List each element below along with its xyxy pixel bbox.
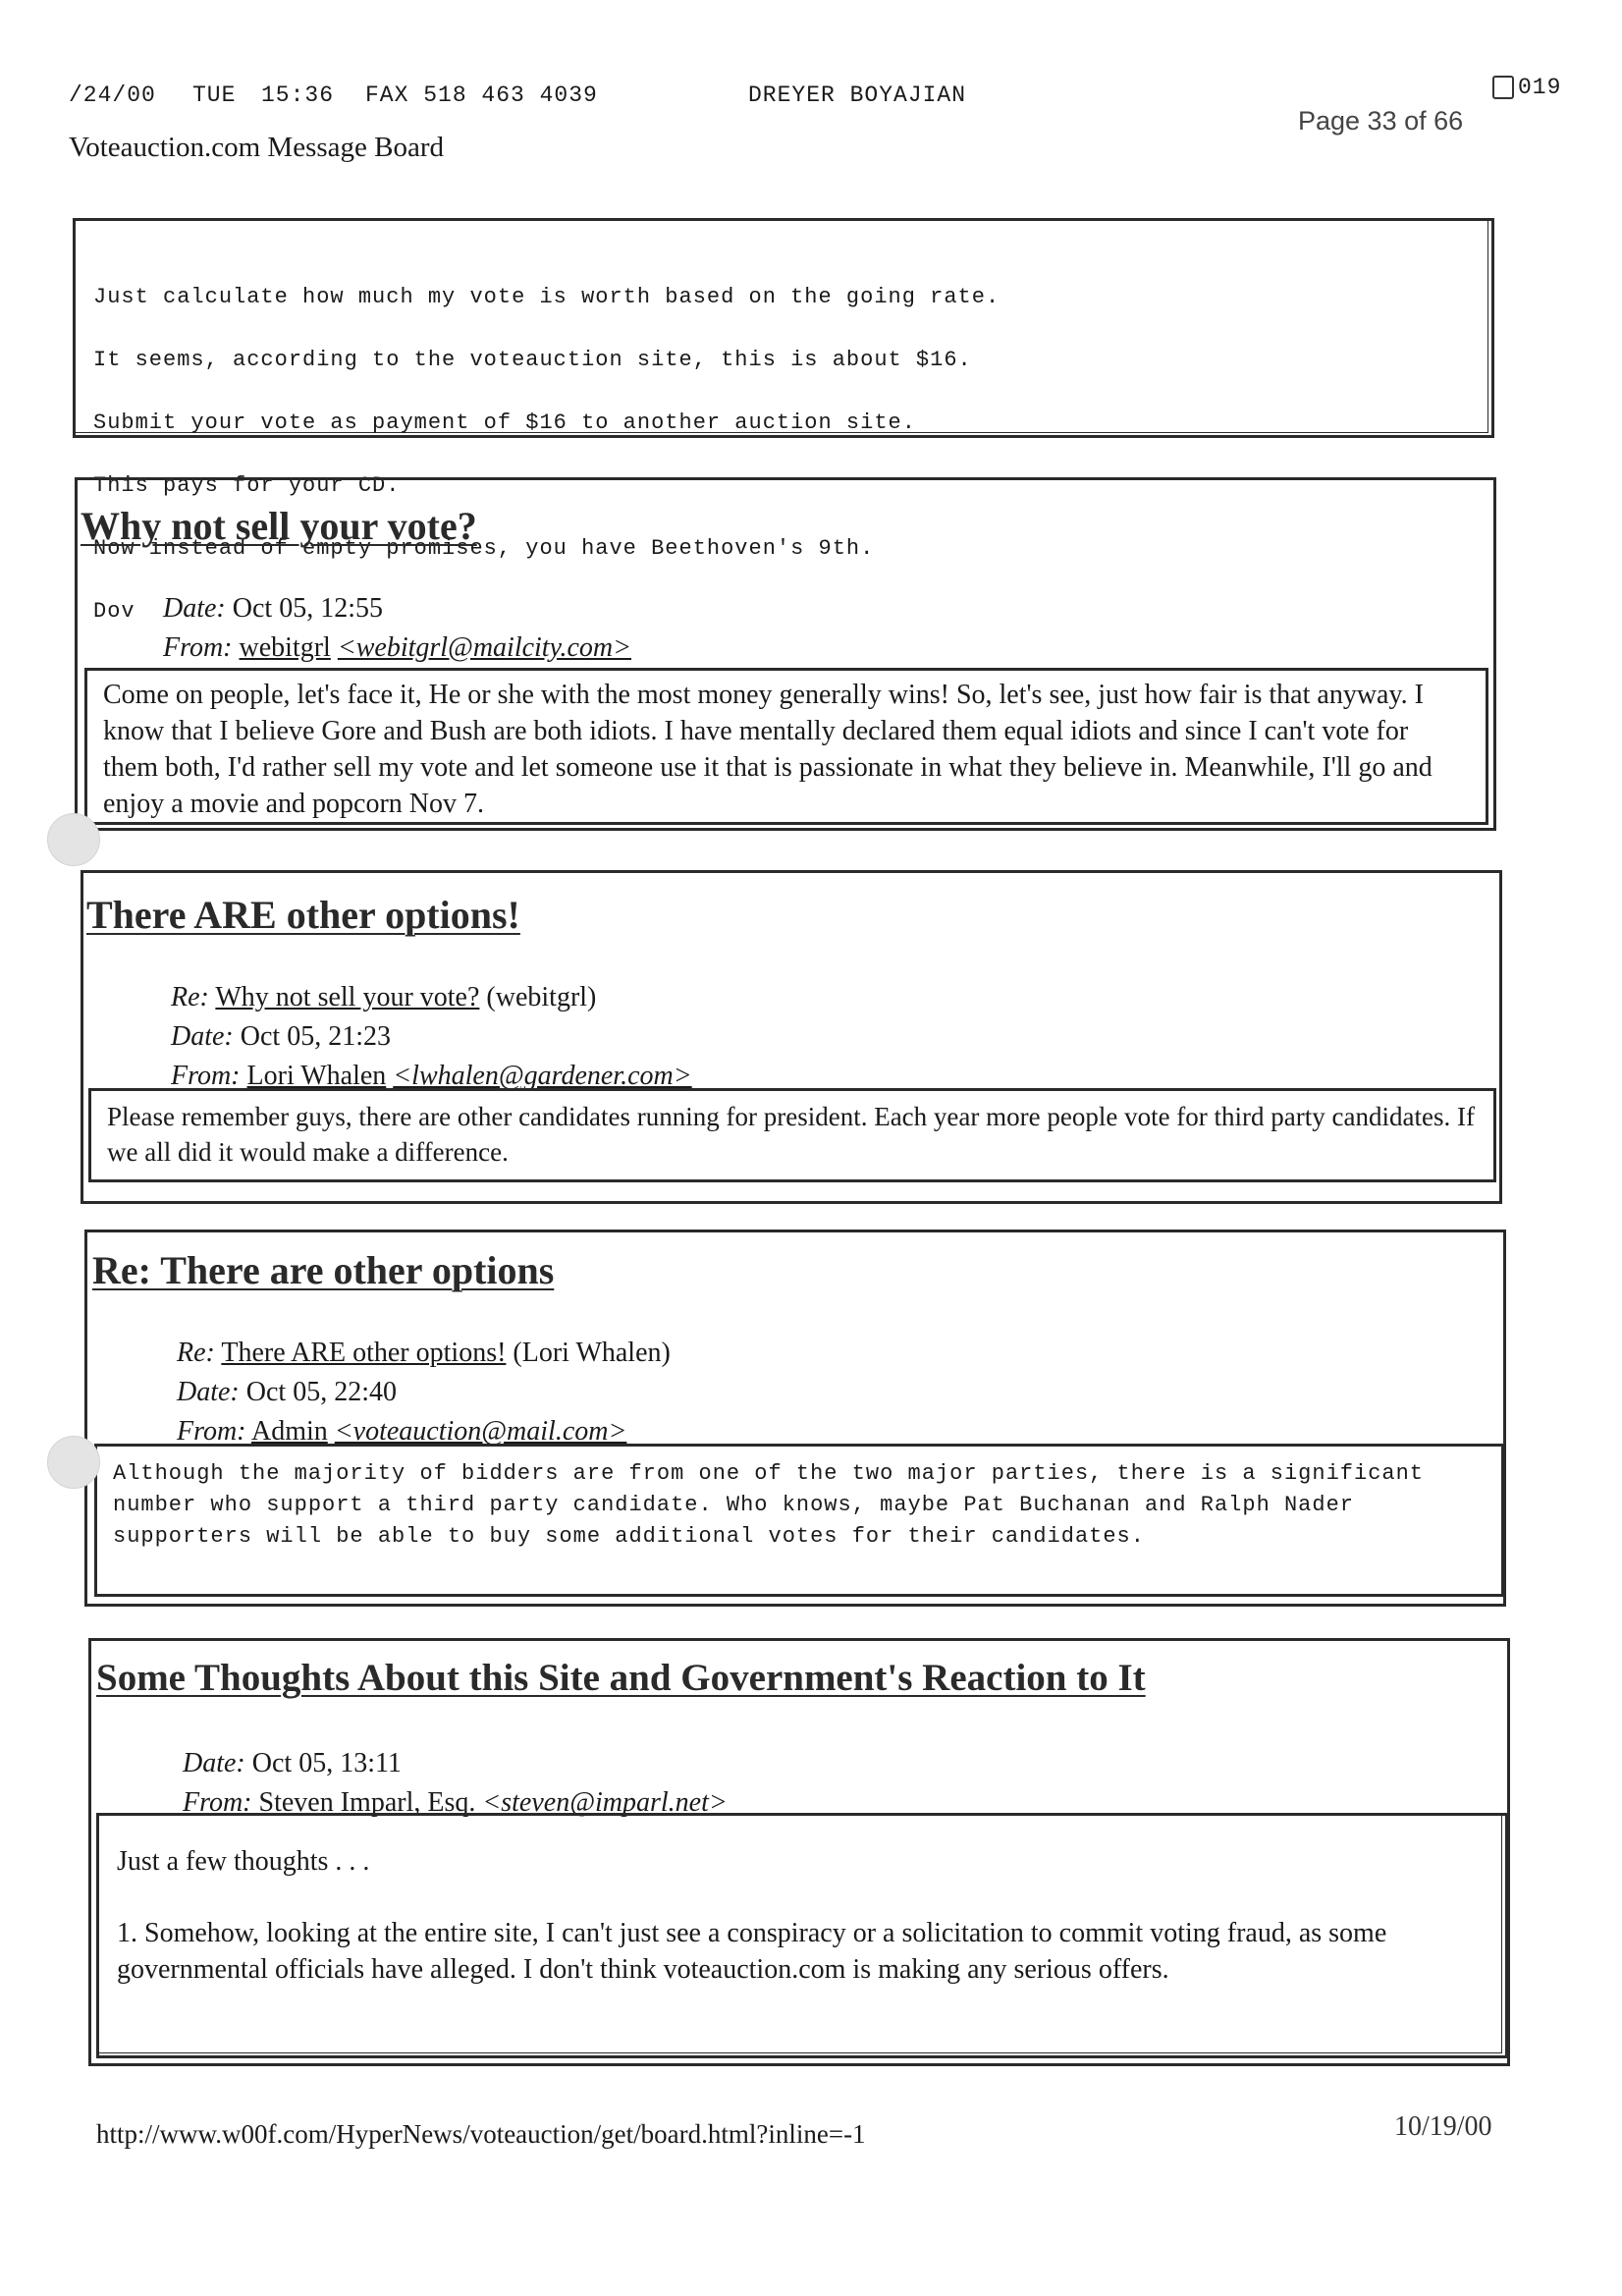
- continued-line: Just calculate how much my vote is worth based on the going rate.: [93, 285, 1000, 309]
- post-body-intro: Just a few thoughts . . .: [117, 1846, 370, 1877]
- post-body: [99, 1816, 1505, 1988]
- post-body-box: [88, 1088, 1496, 1182]
- punch-hole: [47, 1436, 100, 1489]
- post-body: Please remember guys, there are other candidates running for president. Each year more people vote for third party candidates. If we all did it would make a difference.: [107, 1102, 1475, 1167]
- post-date: Oct 05, 21:23: [240, 1021, 391, 1052]
- post-body: Come on people, let's face it, He or she with the most money generally wins! So, let's see, just how fair is that anyway. I know that I believe Gore and Bush are both idiots. I have mentally declared them equal idiots and since I can't vote for them both, I'd rather sell my vote and let someone use it that is passionate in what they believe in. Meanwhile, I'll go and enjoy a movie and popcorn Nov 7.: [103, 680, 1433, 819]
- post-from-row: From: Lori Whalen <lwhalen@gardener.com>: [171, 1061, 692, 1091]
- post-email-link[interactable]: <lwhalen@gardener.com>: [393, 1061, 692, 1091]
- continued-line: Now instead of empty promises, you have Beethoven's 9th.: [93, 536, 875, 561]
- post-from-row: From: webitgrl <webitgrl@mailcity.com>: [163, 632, 632, 663]
- board-title: Voteauction.com Message Board: [69, 132, 445, 163]
- fax-page-icon: [1492, 76, 1514, 99]
- post-body-box: [96, 1813, 1508, 2058]
- fax-page-code-text: 019: [1518, 75, 1562, 100]
- fax-time: 15:36: [261, 82, 335, 108]
- fax-day: TUE: [192, 82, 237, 108]
- page-number: Page 33 of 66: [1298, 106, 1464, 136]
- fax-page-code: [1492, 75, 1561, 100]
- footer-url: http://www.w00f.com/HyperNews/voteauction/get/board.html?inline=-1: [96, 2119, 866, 2149]
- post-meta: [177, 1334, 671, 1451]
- post-date-row: Date: Oct 05, 22:40: [177, 1377, 397, 1407]
- post-title[interactable]: There ARE other options!: [86, 893, 520, 937]
- fax-sender: DREYER BOYAJIAN: [748, 82, 967, 108]
- post-re-row: Re: Why not sell your vote? (webitgrl): [171, 982, 597, 1012]
- post-author-link[interactable]: Admin: [250, 1416, 328, 1447]
- post-title[interactable]: Some Thoughts About this Site and Government's Reaction to It: [96, 1657, 1146, 1699]
- post-meta: [171, 978, 692, 1096]
- post-body-box: [84, 668, 1488, 825]
- footer-date: 10/19/00: [1394, 2111, 1492, 2142]
- post-date: Oct 05, 13:11: [251, 1748, 402, 1778]
- post-email-link[interactable]: <webitgrl@mailcity.com>: [337, 632, 632, 663]
- post-author-link[interactable]: webitgrl: [239, 632, 331, 663]
- post-re-row: Re: There ARE other options! (Lori Whalen): [177, 1338, 671, 1368]
- continued-signature: Dov: [93, 599, 135, 624]
- post-date: Oct 05, 22:40: [245, 1377, 397, 1407]
- post-title[interactable]: Re: There are other options: [92, 1248, 555, 1292]
- post-body: Although the majority of bidders are from one of the two major parties, there is a significant number who support a third party candidate. Who knows, maybe Pat Buchanan and Ralph Nader supporters will be able to buy some additional votes for their candidates.: [113, 1461, 1425, 1549]
- post-email-link[interactable]: <steven@imparl.net>: [482, 1787, 728, 1818]
- post-meta: [183, 1744, 728, 1823]
- post-date: Oct 05, 12:55: [232, 593, 383, 624]
- post-re-link[interactable]: There ARE other options!: [221, 1338, 507, 1368]
- continued-line: Submit your vote as payment of $16 to another auction site.: [93, 410, 916, 435]
- post-re-author: (Lori Whalen): [513, 1338, 671, 1368]
- post-date-row: Date: Oct 05, 21:23: [171, 1021, 391, 1052]
- post-re-link[interactable]: Why not sell your vote?: [215, 982, 480, 1012]
- post-author-link[interactable]: Steven Imparl, Esq.: [258, 1787, 476, 1818]
- post-date-row: Date: Oct 05, 12:55: [163, 593, 383, 624]
- post-from-row: From: Steven Imparl, Esq. <steven@imparl.net>: [183, 1787, 728, 1818]
- post-from-row: From: Admin <voteauction@mail.com>: [177, 1416, 627, 1447]
- post-author-link[interactable]: Lori Whalen: [246, 1061, 387, 1091]
- post-meta: [163, 589, 631, 668]
- fax-date: /24/00: [69, 82, 156, 108]
- post-body-box: [94, 1444, 1504, 1597]
- continued-line: It seems, according to the voteauction site, this is about $16.: [93, 348, 972, 372]
- post-body-point: 1. Somehow, looking at the entire site, I can't just see a conspiracy or a solicitation to commit voting fraud, as some governmental officials have alleged. I don't think voteauction.com is making any serious offers.: [117, 1918, 1387, 1985]
- punch-hole: [47, 813, 100, 866]
- post-re-author: (webitgrl): [486, 982, 597, 1012]
- post-date-row: Date: Oct 05, 13:11: [183, 1748, 402, 1778]
- continued-line: This pays for your CD.: [93, 473, 401, 498]
- post-title[interactable]: Why not sell your vote?: [81, 504, 477, 548]
- post-email-link[interactable]: <voteauction@mail.com>: [334, 1416, 627, 1447]
- fax-number: FAX 518 463 4039: [365, 82, 598, 108]
